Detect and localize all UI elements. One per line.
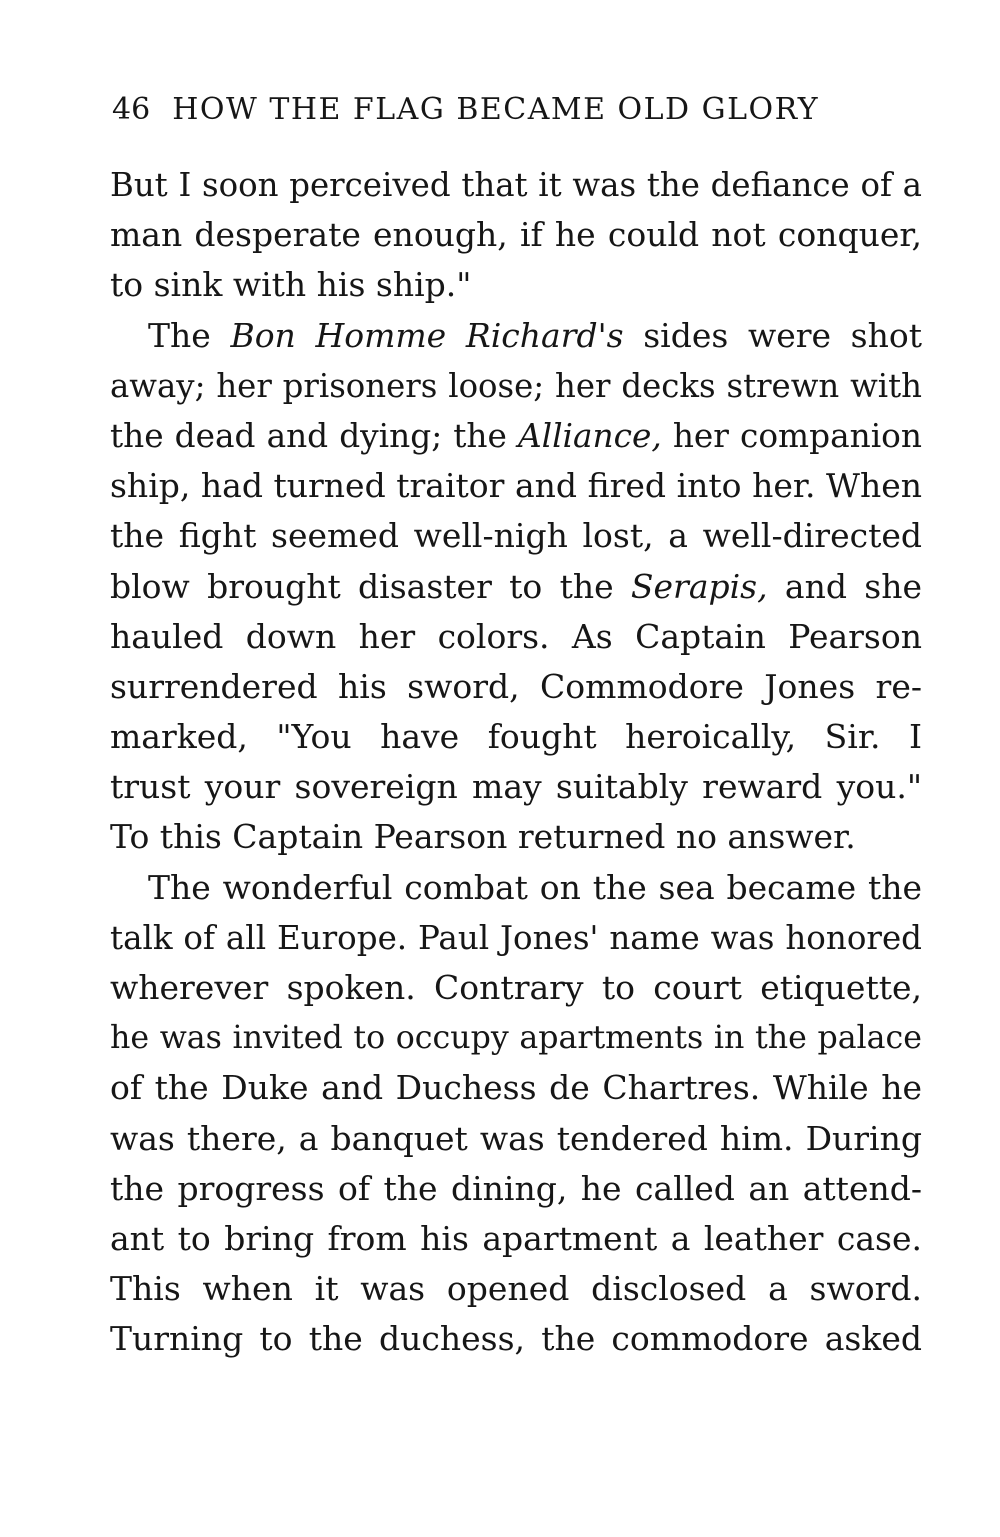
text-line: marked, "You have fought heroically, Sir. I: [110, 717, 922, 757]
text-line: To this Captain Pearson returned no answer.: [110, 817, 856, 857]
running-title: HOW THE FLAG BECAME OLD GLORY: [172, 92, 820, 127]
ship-name-italic: Bon Homme Richard's: [230, 315, 624, 355]
text-line: Turning to the duchess, the commodore asked: [110, 1319, 922, 1359]
text-line: away; her prisoners loose; her decks strewn with: [110, 366, 922, 405]
ship-name-italic: Alliance,: [517, 416, 662, 455]
text-run: and she: [767, 566, 922, 606]
text-run: blow brought disaster to the: [110, 566, 631, 606]
text-line: the fight seemed well-nigh lost, a well-directed: [110, 516, 922, 556]
text-line: [110, 562, 922, 612]
text-line: trust your sovereign may suitably reward you.": [110, 767, 922, 807]
text-line: ant to bring from his apartment a leather case.: [110, 1218, 922, 1258]
text-line: hauled down her colors. As Captain Pearson: [110, 616, 922, 656]
text-run: the dead and dying; the: [110, 416, 518, 455]
body-text: [110, 160, 922, 1365]
text-line: was there, a banquet was tendered him. During: [110, 1118, 922, 1158]
text-line: to sink with his ship.": [110, 265, 472, 305]
text-line: of the Duke and Duchess de Chartres. While he: [110, 1068, 922, 1108]
text-line: But I soon perceived that it was the defiance of a: [110, 166, 922, 204]
text-run: The: [148, 315, 231, 355]
text-line: ship, had turned traitor and fired into her. When: [110, 466, 922, 506]
text-line: wherever spoken. Contrary to court etiquette,: [110, 968, 922, 1007]
text-line: This when it was opened disclosed a sword.: [110, 1269, 922, 1309]
text-line: he was invited to occupy apartments in the palace: [110, 1020, 922, 1057]
page-number: 46: [112, 92, 151, 127]
text-run: her companion: [661, 416, 922, 455]
text-line: the progress of the dining, he called an attend-: [110, 1168, 922, 1208]
text-line: The wonderful combat on the sea became the: [148, 867, 922, 907]
ship-name-italic: Serapis,: [630, 566, 768, 606]
text-line: [110, 411, 922, 461]
text-line: surrendered his sword, Commodore Jones re-: [110, 666, 922, 706]
text-line: man desperate enough, if he could not conquer,: [110, 215, 922, 255]
running-header: [112, 88, 922, 132]
text-line: talk of all Europe. Paul Jones' name was honored: [110, 918, 922, 957]
text-run: sides were shot: [623, 315, 922, 355]
text-line: [110, 311, 922, 361]
